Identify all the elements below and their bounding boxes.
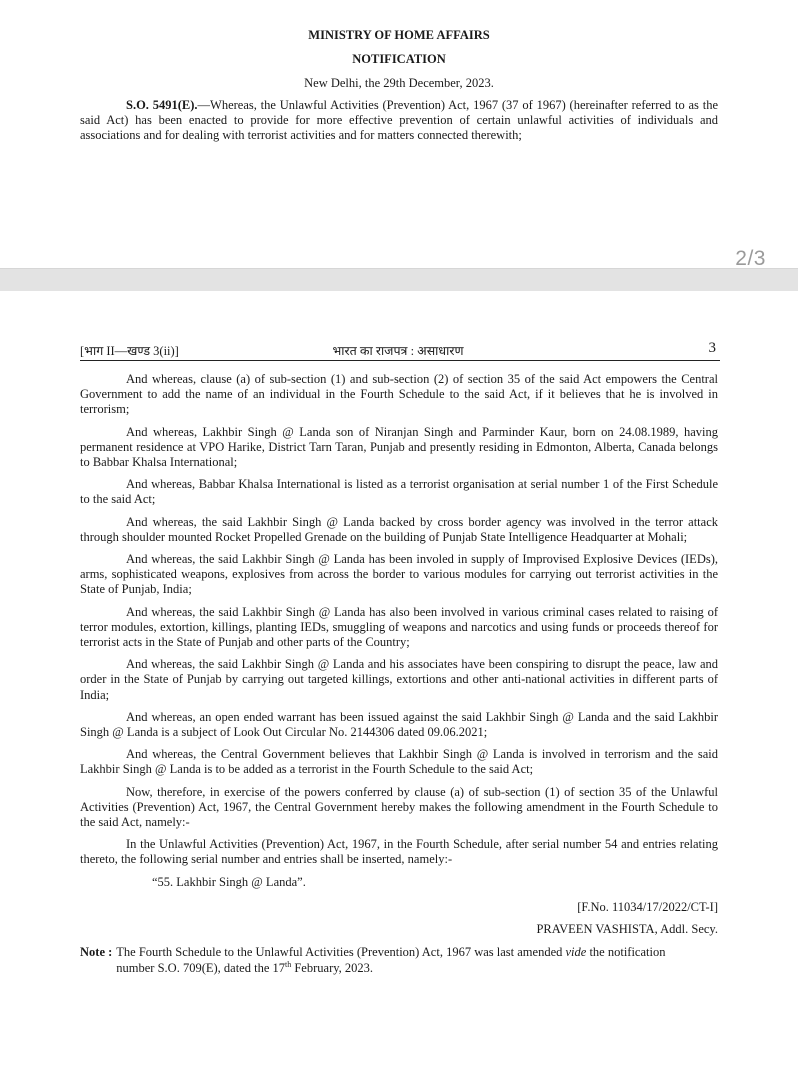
gazette-part: [भाग II—खण्ड 3(ii)] <box>80 344 179 358</box>
intro-text: —Whereas, the Unlawful Activities (Prevention) Act, 1967 (37 of 1967) (hereinafter referred to as the said Act) has been enacted to provide for more effective prevention of certain unlawful activities of individuals and associations and for dealing with terrorist activities and for matters connected therewith; <box>80 98 719 142</box>
document-page-1 <box>0 0 798 268</box>
paragraph: And whereas, clause (a) of sub-section (1) and sub-section (2) of section 35 of the said Act empowers the Central Government to add the name of an individual in the Fourth Schedule to the said Act, if it believes that he is involved in terrorism; <box>80 372 718 417</box>
gazette-title: भारत का राजपत्र : असाधारण <box>332 344 464 358</box>
note-text-part2: the notification <box>589 945 666 960</box>
paragraph: And whereas, Babbar Khalsa International is listed as a terrorist organisation at serial number 1 of the First Schedule to the said Act; <box>80 477 718 507</box>
notification-heading: NOTIFICATION <box>352 52 446 66</box>
signatory: PRAVEEN VASHISTA, Addl. Secy. <box>536 922 718 937</box>
page-separator <box>0 268 798 292</box>
paragraph: And whereas, the said Lakhbir Singh @ Landa backed by cross border agency was involved in the terror attack through shoulder mounted Rocket Propelled Grenade on the building of Punjab State Intelligence Headquarter at Mohali; <box>80 514 718 544</box>
note-line2-end: February, 2023. <box>291 960 374 975</box>
paragraph: And whereas, the said Lakhbir Singh @ Landa has been involed in supply of Improvised Explosive Devices (IEDs), arms, sophisticated weapons, explosives from across the border to various modules for carrying out terrorist activities in the State of Punjab, India; <box>80 552 718 597</box>
paragraph: And whereas, an open ended warrant has been issued against the said Lakhbir Singh @ Landa and the said Lakhbir Singh @ Landa is a subject of Look Out Circular No. 2144306 dated 09.06.2021; <box>80 709 718 740</box>
note <box>80 945 718 975</box>
paragraph: And whereas, Lakhbir Singh @ Landa son of Niranjan Singh and Parminder Kaur, born on 24.08.1989, having permanent residence at VPO Harike, District Tarn Taran, Punjab and presently residing in Edmonton, Alberta, Canada belongs to Babbar Khalsa International; <box>80 424 718 470</box>
note-text-part1: The Fourth Schedule to the Unlawful Activities (Prevention) Act, 1967 was last amended <box>116 945 563 960</box>
note-line-2 <box>116 961 665 976</box>
file-reference: [F.No. 11034/17/2022/CT-I] <box>577 899 718 914</box>
note-vide: vide <box>565 945 587 960</box>
document-page-2 <box>0 291 798 1078</box>
intro-paragraph <box>80 98 718 143</box>
paragraph: And whereas, the Central Government believes that Lakhbir Singh @ Landa is involved in terrorism and the said Lakhbir Singh @ Landa is to be added as a terrorist in the Fourth Schedule to the said Act; <box>80 747 718 777</box>
page-number: 3 <box>708 340 716 356</box>
note-label: Note : <box>80 945 113 960</box>
note-text <box>116 945 665 975</box>
note-superscript: th <box>285 959 292 969</box>
so-number: S.O. 5491(E). <box>126 98 198 112</box>
gazette-header <box>80 342 716 360</box>
paragraph: And whereas, the said Lakhbir Singh @ Landa has also been involved in various criminal cases related to raising of terror modules, extortion, killings, planting IEDs, smuggling of weapons and narcotics and using funds or proceeds thereof for terrorist acts in the State of Punjab and other parts of the Country; <box>80 604 718 650</box>
paragraph: And whereas, the said Lakhbir Singh @ Landa and his associates have been conspiring to disrupt the peace, law and order in the State of Punjab by carrying out targeted killings, extortions and other anti-national activities in different parts of India; <box>80 657 718 702</box>
inserted-entry: “55. Lakhbir Singh @ Landa”. <box>152 874 306 889</box>
ministry-heading: MINISTRY OF HOME AFFAIRS <box>308 28 490 42</box>
notification-body <box>80 372 718 976</box>
page-counter: 2/3 <box>735 247 766 270</box>
paragraph: In the Unlawful Activities (Prevention) Act, 1967, in the Fourth Schedule, after serial number 54 and entries relating thereto, the following serial number and entries shall be inserted, namely:- <box>80 837 718 867</box>
header-rule <box>80 360 720 361</box>
paragraph: Now, therefore, in exercise of the powers conferred by clause (a) of sub-section (1) of section 35 of the Unlawful Activities (Prevention) Act, 1967, the Central Government hereby makes the following amendment in the Fourth Schedule to the said Act, namely:- <box>80 784 718 830</box>
note-line2-start: number S.O. 709(E), dated the 17 <box>116 960 285 975</box>
place-date: New Delhi, the 29th December, 2023. <box>304 76 494 90</box>
